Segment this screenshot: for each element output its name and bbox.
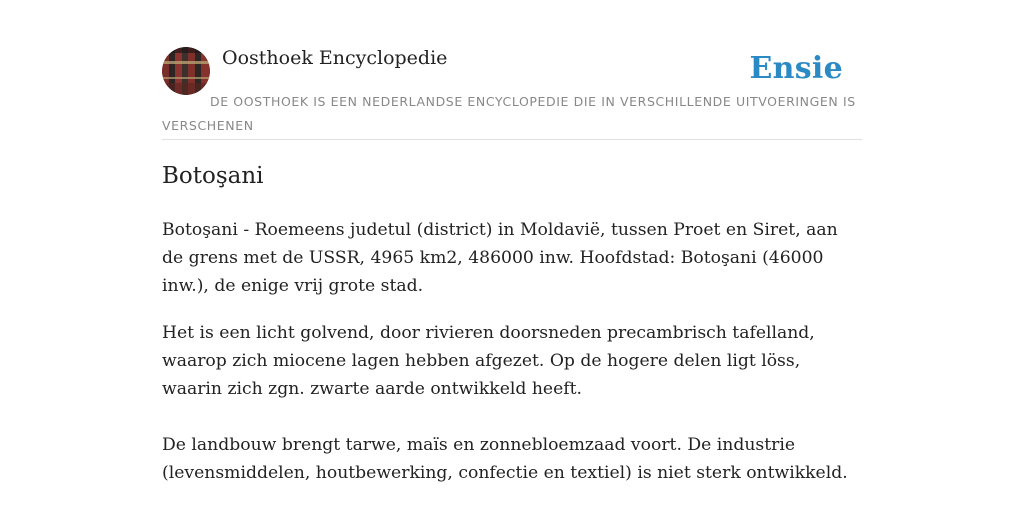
article-paragraph: De landbouw brengt tarwe, maïs en zonnebloemzaad voort. De industrie (levensmiddelen, houtbewerking, confectie en textiel) is niet sterk ontwikkeld. bbox=[162, 435, 848, 483]
source-tagline: DE OOSTHOEK IS EEN NEDERLANDSE ENCYCLOPEDIE DIE IN VERSCHILLENDE UITVOERINGEN IS VERSCHENEN bbox=[162, 94, 856, 133]
source-card bbox=[162, 44, 862, 140]
book-spines-avatar-icon[interactable] bbox=[162, 47, 210, 95]
article-paragraph: Botoşani - Roemeens judetul (district) in Moldavië, tussen Proet en Siret, aan de grens met de USSR, 4965 km2, 486000 inw. Hoofdstad: Botoşani (46000 inw.), de enige vrij grote stad. bbox=[162, 220, 838, 296]
article-body bbox=[162, 216, 862, 506]
paragraph-spacer bbox=[162, 422, 862, 431]
source-header bbox=[162, 44, 862, 140]
article-paragraph: Het is een licht golvend, door rivieren doorsneden precambrisch tafelland, waarop zich miocene lagen hebben afgezet. Op de hogere delen ligt löss, waarin zich zgn. zwarte aarde ontwikkeld heeft. bbox=[162, 323, 815, 399]
ensie-logo[interactable]: Ensie bbox=[749, 51, 843, 86]
source-name[interactable]: Oosthoek Encyclopedie bbox=[222, 47, 448, 69]
article-title: Botoşani bbox=[162, 163, 264, 189]
